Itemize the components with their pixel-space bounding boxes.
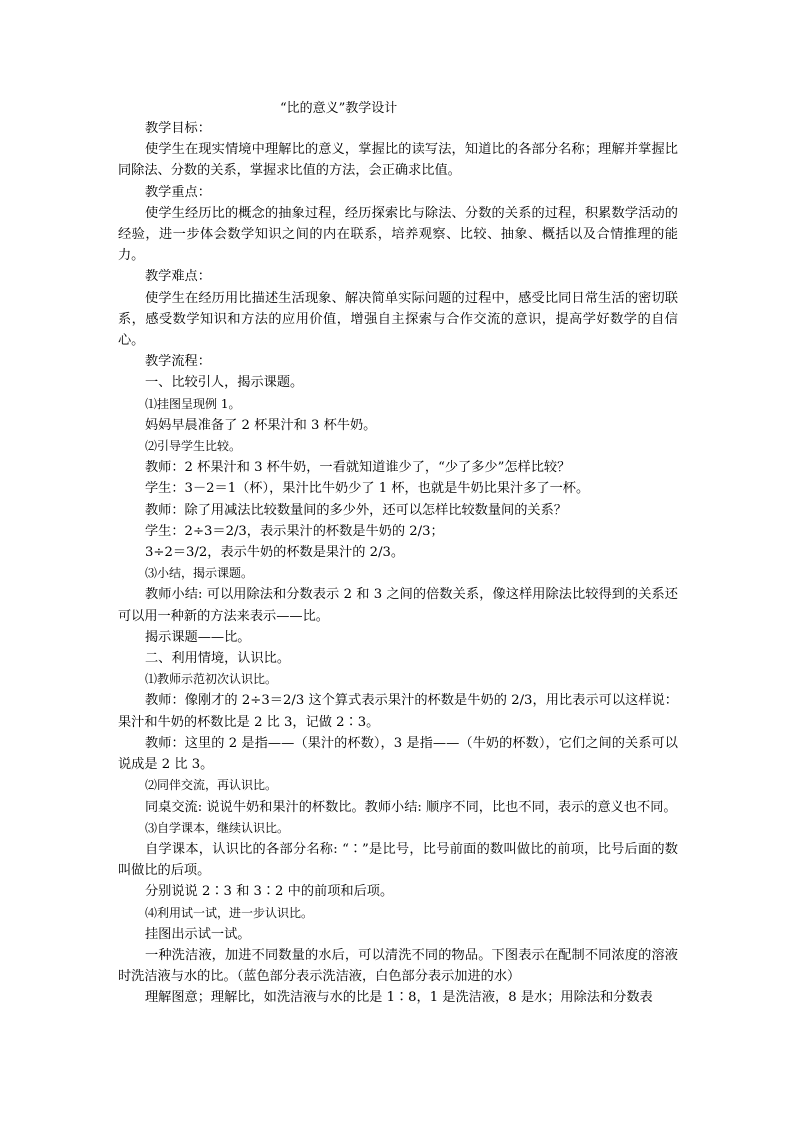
paragraph: 揭示课题——比。 (145, 629, 251, 645)
document-title: “比的意义”教学设计 (280, 101, 398, 116)
step-heading: ⑴教师示范初次认识比。 (145, 672, 278, 687)
paragraph-heading: 教学流程： (145, 354, 211, 370)
paragraph: 教师小结: 可以用除法和分数表示 2 和 3 之间的倍数关系，像这样用除法比较得到的关系还可以用一种新的方法来表示——比。 (118, 587, 678, 624)
paragraph: 妈妈早晨准备了 2 杯果汁和 3 杯牛奶。 (145, 417, 377, 433)
paragraph-heading: 教学难点： (145, 269, 211, 285)
paragraph: 教师：除了用减法比较数量间的多少外，还可以怎样比较数量间的关系？ (145, 502, 567, 518)
paragraph: 使学生在经历用比描述生活现象、解决简单实际问题的过程中，感受比同日常生活的密切联系，感受数学知识和方法的应用价值，增强自主探索与合作交流的意识，提高学好数学的自信心。 (118, 290, 678, 349)
step-heading: ⑶小结，揭示课题。 (145, 566, 254, 581)
step-heading: ⑶自学课本，继续认识比。 (145, 820, 290, 835)
paragraph: 挂图出示试一试。 (145, 926, 251, 942)
paragraph: 使学生在现实情境中理解比的意义，掌握比的读写法，知道比的各部分名称；理解并掌握比同除法、分数的关系，掌握求比值的方法，会正确求比值。 (118, 142, 678, 179)
paragraph: 一种洗洁液，加进不同数量的水后，可以清洗不同的物品。下图表示在配制不同浓度的溶液时洗洁液与水的比。（蓝色部分表示洗洁液，白色部分表示加进的水） (118, 947, 678, 985)
paragraph: 教师：像刚才的 2÷3＝2/3 这个算式表示果汁的杯数是牛奶的 2/3，用比表示可以这样说：果汁和牛奶的杯数比是 2 比 3，记做 2∶3。 (118, 693, 678, 730)
step-heading: ⑵同伴交流，再认识比。 (145, 778, 278, 793)
paragraph: 同桌交流: 说说牛奶和果汁的杯数比。教师小结: 顺序不同，比也不同，表示的意义也不同。 (145, 799, 677, 815)
section-heading: 二、利用情境，认识比。 (145, 651, 291, 667)
paragraph: 分别说说 2∶3 和 3∶2 中的前项和后项。 (145, 884, 394, 900)
paragraph: 学生：3－2＝1（杯），果汁比牛奶少了 1 杯，也就是牛奶比果汁多了一杯。 (145, 481, 590, 497)
paragraph-heading: 教学目标： (145, 121, 211, 136)
paragraph: 学生：2÷3＝2/3，表示果汁的杯数是牛奶的 2/3； (145, 523, 444, 539)
paragraph: 自学课本，认识比的各部分名称: “∶”是比号，比号前面的数叫做比的前项，比号后面的数叫做比的后项。 (118, 841, 678, 879)
section-heading: 一、比较引人，揭示课题。 (145, 375, 304, 391)
document-body (118, 118, 678, 1009)
step-heading: ⑴挂图呈现例 1。 (145, 396, 241, 411)
paragraph: 使学生经历比的概念的抽象过程，经历探索比与除法、分数的关系的过程，积累数学活动的经验，进一步体会数学知识之间的内在联系，培养观察、比较、抽象、概括以及合情推理的能力。 (118, 205, 678, 264)
step-heading: ⑵引导学生比较。 (145, 439, 242, 454)
paragraph: 教师：2 杯果汁和 3 杯牛奶，一看就知道谁少了，“少了多少”怎样比较？ (145, 460, 571, 476)
paragraph-heading: 教学重点： (145, 184, 211, 200)
paragraph: 教师：这里的 2 是指——（果汁的杯数），3 是指——（牛奶的杯数），它们之间的关系可以说成是 2 比 3。 (118, 735, 678, 773)
paragraph: 理解图意；理解比，如洗洁液与水的比是 1∶8，1 是洗洁液，8 是水；用除法和分数表 (145, 990, 653, 1006)
paragraph: 3÷2＝3/2，表示牛奶的杯数是果汁的 2/3。 (145, 545, 405, 561)
step-heading: ⑷利用试一试，进一步认识比。 (145, 905, 314, 920)
